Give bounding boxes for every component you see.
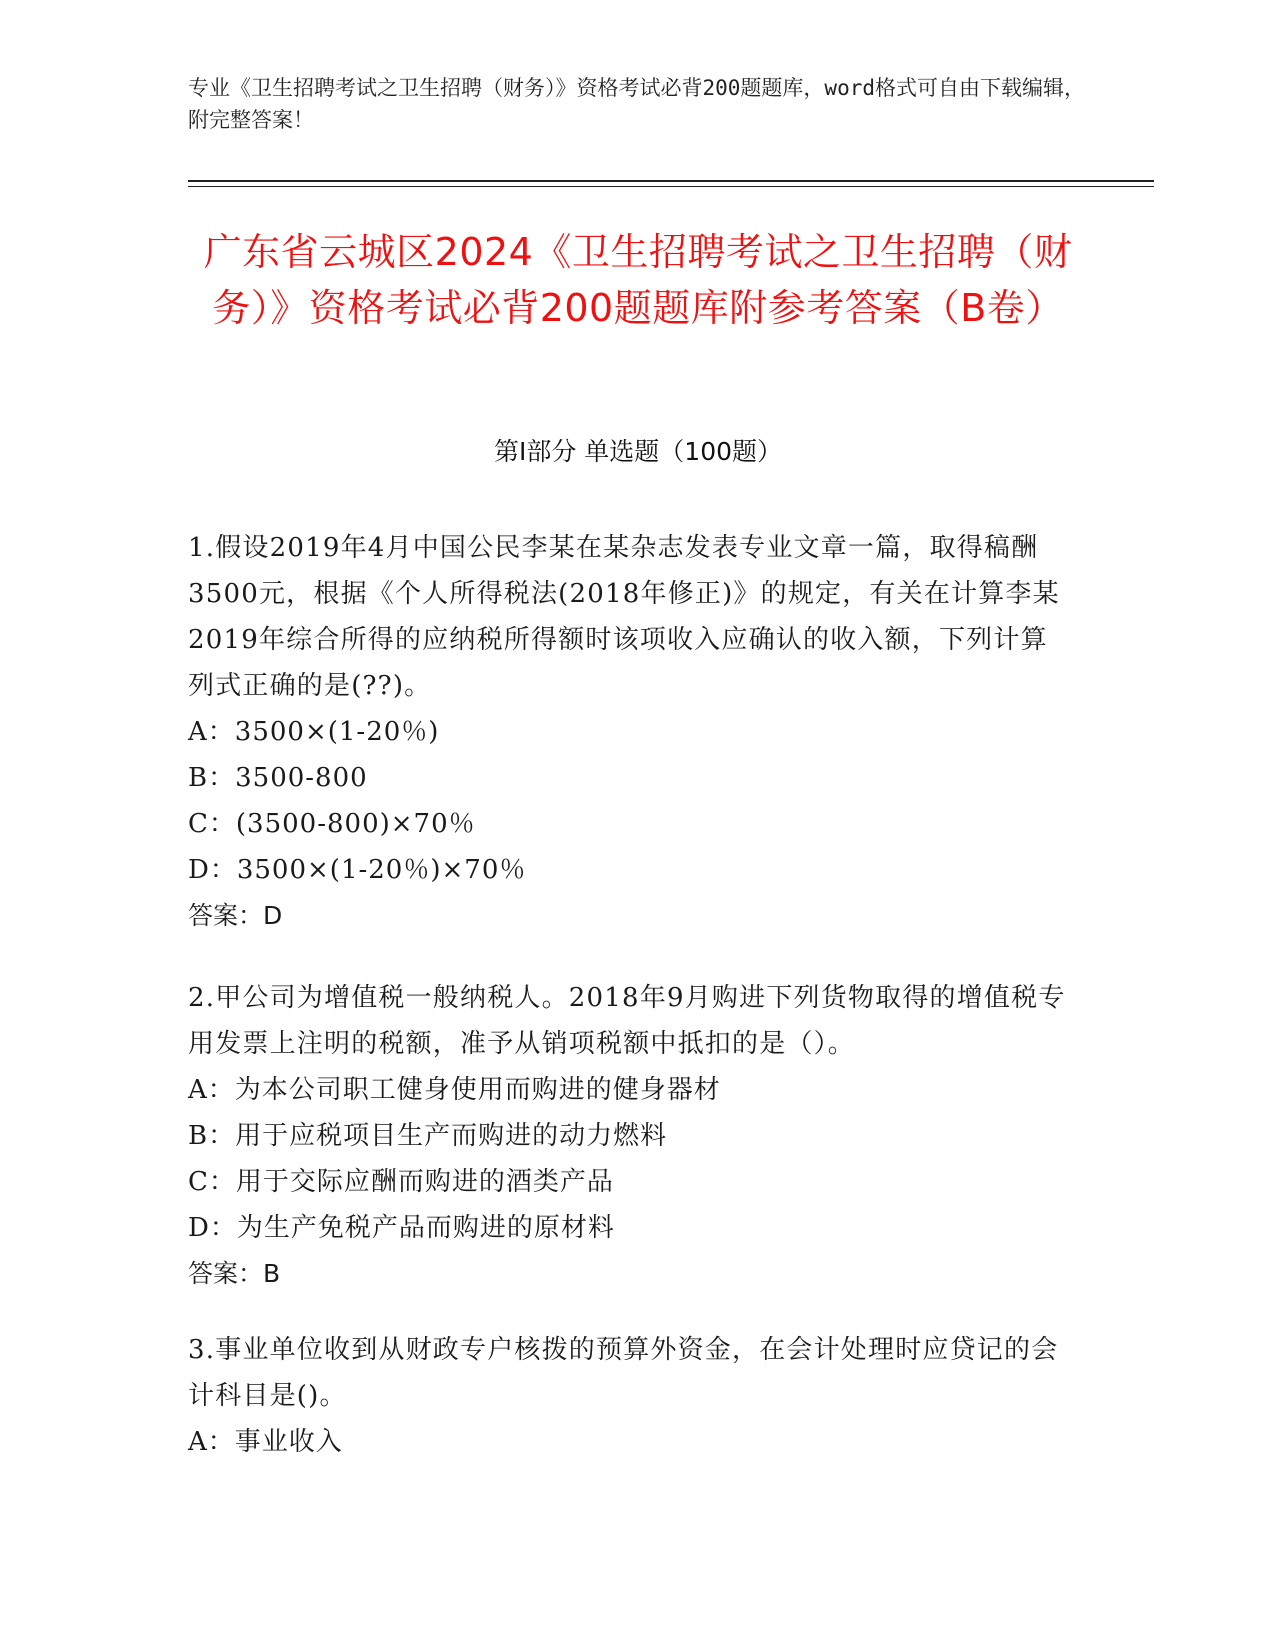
question-stem: 2.甲公司为增值税一般纳税人。2018年9月购进下列货物取得的增值税专用发票上注明的税额，准予从销项税额中抵扣的是（）。 (188, 983, 1066, 1059)
option-c: C：(3500-800)×70％ (188, 809, 476, 839)
section-title: 第Ⅰ部分 单选题（100题） (493, 437, 783, 466)
option-a: A：为本公司职工健身使用而购进的健身器材 (188, 1075, 721, 1105)
option-a: A：3500×(1-20％) (188, 717, 440, 747)
answer-label: 答案：D (188, 901, 283, 930)
question-item (188, 975, 1068, 1297)
option-c: C：用于交际应酬而购进的酒类产品 (188, 1167, 614, 1197)
answer-label: 答案：B (188, 1259, 281, 1288)
option-d: D：为生产免税产品而购进的原材料 (188, 1213, 615, 1243)
question-stem: 3.事业单位收到从财政专户核拨的预算外资金，在会计处理时应贷记的会计科目是()。 (188, 1335, 1059, 1411)
header-divider-thin (188, 186, 1154, 187)
question-item (188, 1327, 1068, 1465)
option-a: A：事业收入 (188, 1427, 343, 1457)
question-item (188, 525, 1068, 939)
option-d: D：3500×(1-20％)×70％ (188, 855, 527, 885)
document-title: 广东省云城区2024《卫生招聘考试之卫生招聘（财务）》资格考试必背200题题库附参考答案（B卷） (203, 230, 1073, 330)
header-divider-thick (188, 180, 1154, 182)
header-note: 专业《卫生招聘考试之卫生招聘（财务）》资格考试必背200题题库，word格式可自由下载编辑，附完整答案！ (188, 76, 1085, 132)
question-stem: 1.假设2019年4月中国公民李某在某杂志发表专业文章一篇，取得稿酬3500元，根据《个人所得税法(2018年修正)》的规定，有关在计算李某2019年综合所得的应纳税所得额时该项收入应确认的收入额，下列计算列式正确的是(??)。 (188, 533, 1060, 701)
option-b: B：3500-800 (188, 763, 368, 793)
option-b: B：用于应税项目生产而购进的动力燃料 (188, 1121, 668, 1151)
